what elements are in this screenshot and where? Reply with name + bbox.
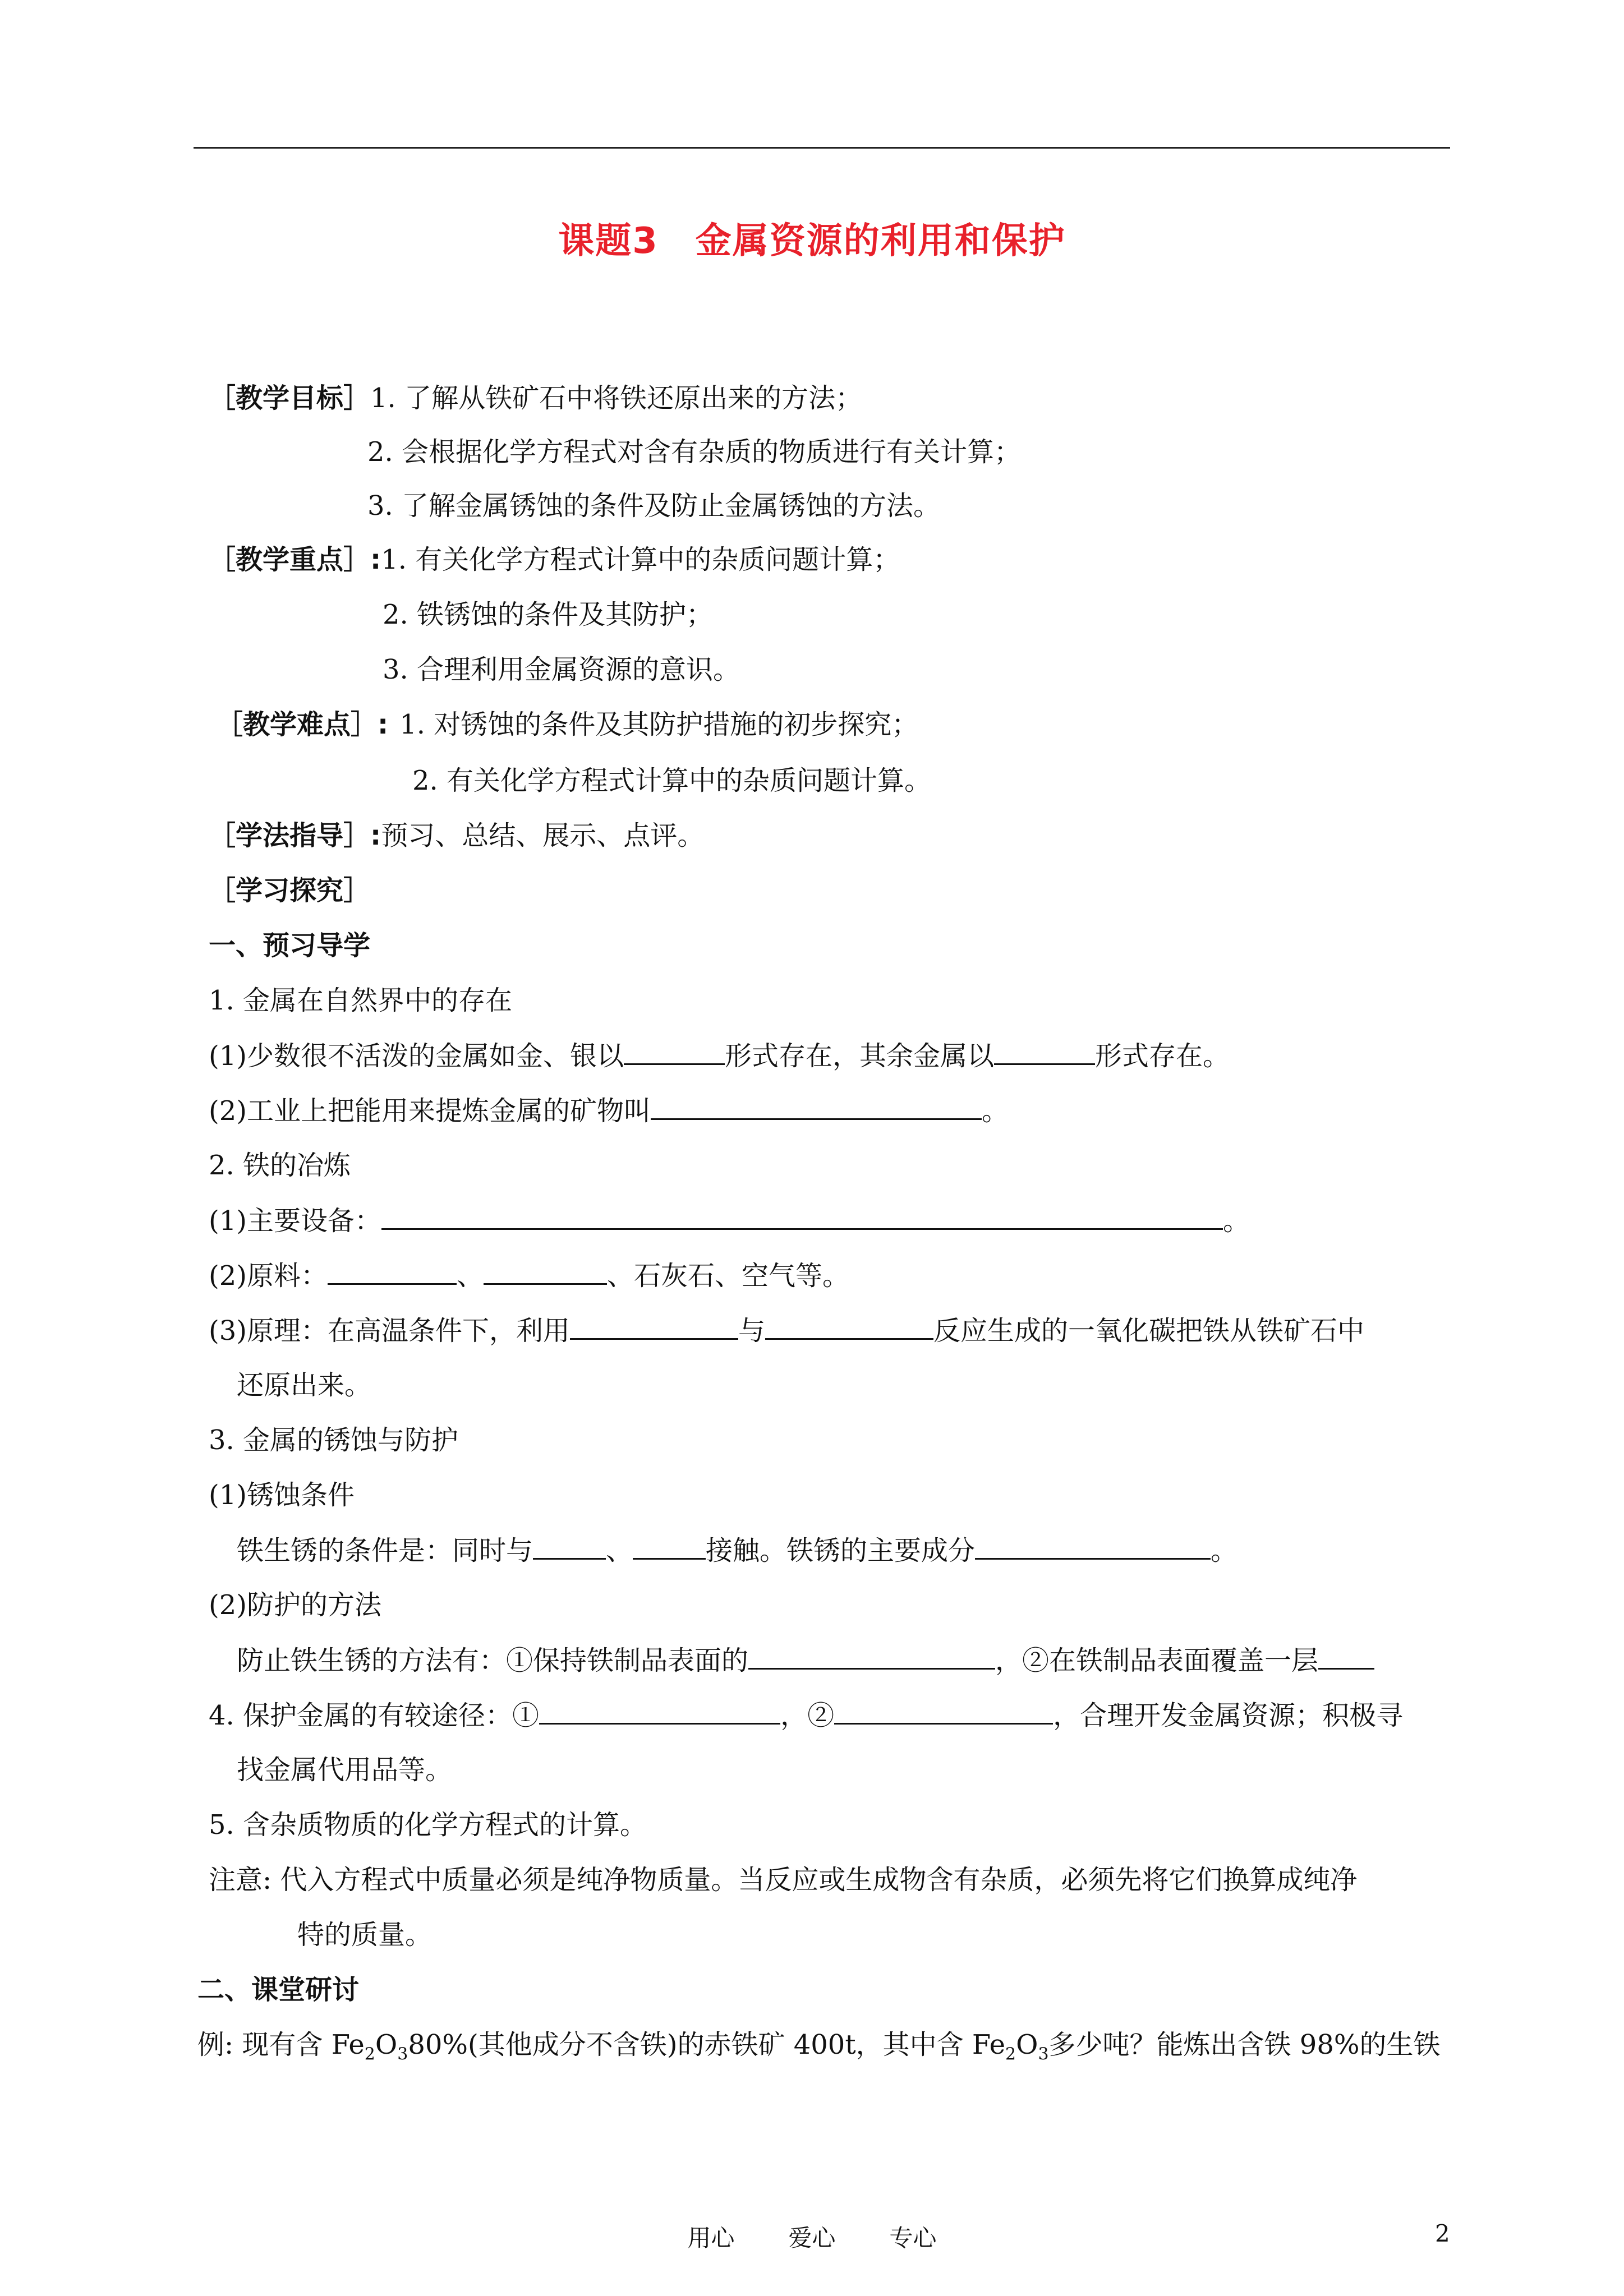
- text: 80%(其他成分不含铁)的赤铁矿 400t，其中含 Fe: [408, 2029, 1005, 2060]
- q4-line-2: 找金属代用品等。: [237, 1754, 453, 1786]
- text: 铁生锈的条件是：同时与: [237, 1535, 533, 1566]
- text: 多少吨？能炼出含铁 98%的生铁: [1048, 2029, 1441, 2060]
- answer-blank[interactable]: [328, 1258, 457, 1285]
- footer: [0, 2220, 1624, 2253]
- text: 接触。铁锈的主要成分: [706, 1535, 976, 1566]
- text: O: [1016, 2029, 1038, 2060]
- q2-line-3: [209, 1313, 1364, 1348]
- subscript: 2: [1005, 2044, 1016, 2064]
- text: 。: [1211, 1535, 1238, 1566]
- keypoints-label: ［教学重点］:: [209, 544, 381, 575]
- answer-blank[interactable]: [484, 1258, 607, 1285]
- objective-item: 3. 了解金属锈蚀的条件及防止金属锈蚀的方法。: [367, 490, 941, 522]
- text: 形式存在，其余金属以: [725, 1040, 995, 1072]
- objectives-row-1: [209, 381, 862, 415]
- difficulty-item: 2. 有关化学方程式计算中的杂质问题计算。: [412, 765, 932, 796]
- keypoints-row-1: [209, 543, 900, 577]
- footer-word: 专心: [889, 2224, 937, 2252]
- text: 、: [457, 1260, 484, 1292]
- page-number: 2: [1435, 2220, 1450, 2247]
- text: 。: [982, 1095, 1009, 1127]
- note-line-2: 特的质量。: [297, 1919, 433, 1951]
- text: 。: [1223, 1205, 1250, 1237]
- text: 例: 现有含 Fe: [197, 2029, 365, 2060]
- answer-blank[interactable]: [994, 1039, 1095, 1065]
- text: (1)主要设备：: [209, 1205, 381, 1237]
- text: ，②: [780, 1700, 835, 1731]
- subscript: 3: [1038, 2044, 1049, 2064]
- method-row: [209, 819, 704, 852]
- answer-blank[interactable]: [765, 1313, 933, 1340]
- answer-blank[interactable]: [570, 1313, 738, 1340]
- text: ，合理开发金属资源；积极寻: [1053, 1700, 1404, 1731]
- example-line: [197, 2028, 1440, 2072]
- subscript: 2: [364, 2044, 375, 2064]
- q4-line-1: [209, 1698, 1403, 1732]
- answer-blank[interactable]: [1318, 1643, 1374, 1670]
- difficulty-item: 1. 对锈蚀的条件及其防护措施的初步探究；: [399, 709, 919, 740]
- answer-blank[interactable]: [651, 1094, 982, 1120]
- q3-line-1: [237, 1533, 1237, 1567]
- note-line-1: 注意: 代入方程式中质量必须是纯净物质量。当反应或生成物含有杂质，必须先将它们换算成纯净: [209, 1864, 1358, 1896]
- text: 防止铁生锈的方法有：①保持铁制品表面的: [237, 1645, 749, 1676]
- keypoint-item: 3. 合理利用金属资源的意识。: [383, 654, 740, 685]
- keypoint-item: 1. 有关化学方程式计算中的杂质问题计算；: [381, 544, 900, 575]
- q5-line: 5. 含杂质物质的化学方程式的计算。: [209, 1809, 647, 1841]
- q3-line-2: [237, 1643, 1374, 1677]
- q1-heading: 1. 金属在自然界中的存在: [209, 985, 513, 1016]
- text: 4. 保护金属的有较途径：①: [209, 1700, 540, 1731]
- text: 、: [606, 1535, 633, 1566]
- q2-line-1: [209, 1204, 1250, 1238]
- text: (1)少数很不活泼的金属如金、银以: [209, 1040, 624, 1072]
- method-text: 预习、总结、展示、点评。: [381, 820, 705, 851]
- answer-blank[interactable]: [834, 1698, 1053, 1725]
- q3-heading: 3. 金属的锈蚀与防护: [209, 1424, 459, 1456]
- q3-sub-1: (1)锈蚀条件: [209, 1479, 355, 1511]
- q3-sub-2: (2)防护的方法: [209, 1589, 381, 1621]
- objective-item: 2. 会根据化学方程式对含有杂质的物质进行有关计算；: [367, 436, 1022, 468]
- answer-blank[interactable]: [975, 1533, 1211, 1560]
- text: (2)原料：: [209, 1260, 328, 1292]
- text: 形式存在。: [1095, 1040, 1230, 1072]
- answer-blank[interactable]: [748, 1643, 995, 1670]
- text: O: [375, 2029, 398, 2060]
- text: 、石灰石、空气等。: [607, 1260, 850, 1292]
- difficulties-label: ［教学难点］:: [216, 709, 389, 740]
- answer-blank[interactable]: [381, 1204, 1223, 1230]
- text: 与: [738, 1315, 766, 1347]
- footer-word: 爱心: [788, 2224, 836, 2252]
- objectives-label: ［教学目标］: [209, 382, 371, 414]
- explore-label: ［学习探究］: [209, 875, 371, 906]
- method-label: ［学法指导］:: [209, 820, 381, 851]
- answer-blank[interactable]: [624, 1039, 725, 1065]
- page-title: 课题3 金属资源的利用和保护: [558, 220, 1066, 262]
- header-rule: [194, 147, 1450, 149]
- q2-line-2: [209, 1258, 849, 1293]
- answer-blank[interactable]: [633, 1533, 706, 1560]
- objective-item: 1. 了解从铁矿石中将铁还原出来的方法；: [370, 382, 863, 414]
- footer-word: 用心: [687, 2224, 735, 2252]
- text: 反应生成的一氧化碳把铁从铁矿石中: [933, 1315, 1365, 1347]
- q1-line-1: [209, 1039, 1230, 1073]
- text: ，②在铁制品表面覆盖一层: [995, 1645, 1319, 1676]
- answer-blank[interactable]: [539, 1698, 780, 1725]
- section-heading: 二、课堂研讨: [197, 1974, 360, 2005]
- q1-line-2: [209, 1094, 1009, 1128]
- difficulties-row-1: [216, 708, 918, 741]
- text: (3)原理：在高温条件下，利用: [209, 1315, 570, 1347]
- subscript: 3: [397, 2044, 408, 2064]
- section-heading: 一、预习导学: [209, 930, 371, 961]
- keypoint-item: 2. 铁锈蚀的条件及其防护；: [383, 599, 714, 630]
- answer-blank[interactable]: [533, 1533, 606, 1560]
- q2-line-4: 还原出来。: [237, 1370, 372, 1401]
- q2-heading: 2. 铁的冶炼: [209, 1150, 351, 1181]
- text: (2)工业上把能用来提炼金属的矿物叫: [209, 1095, 651, 1127]
